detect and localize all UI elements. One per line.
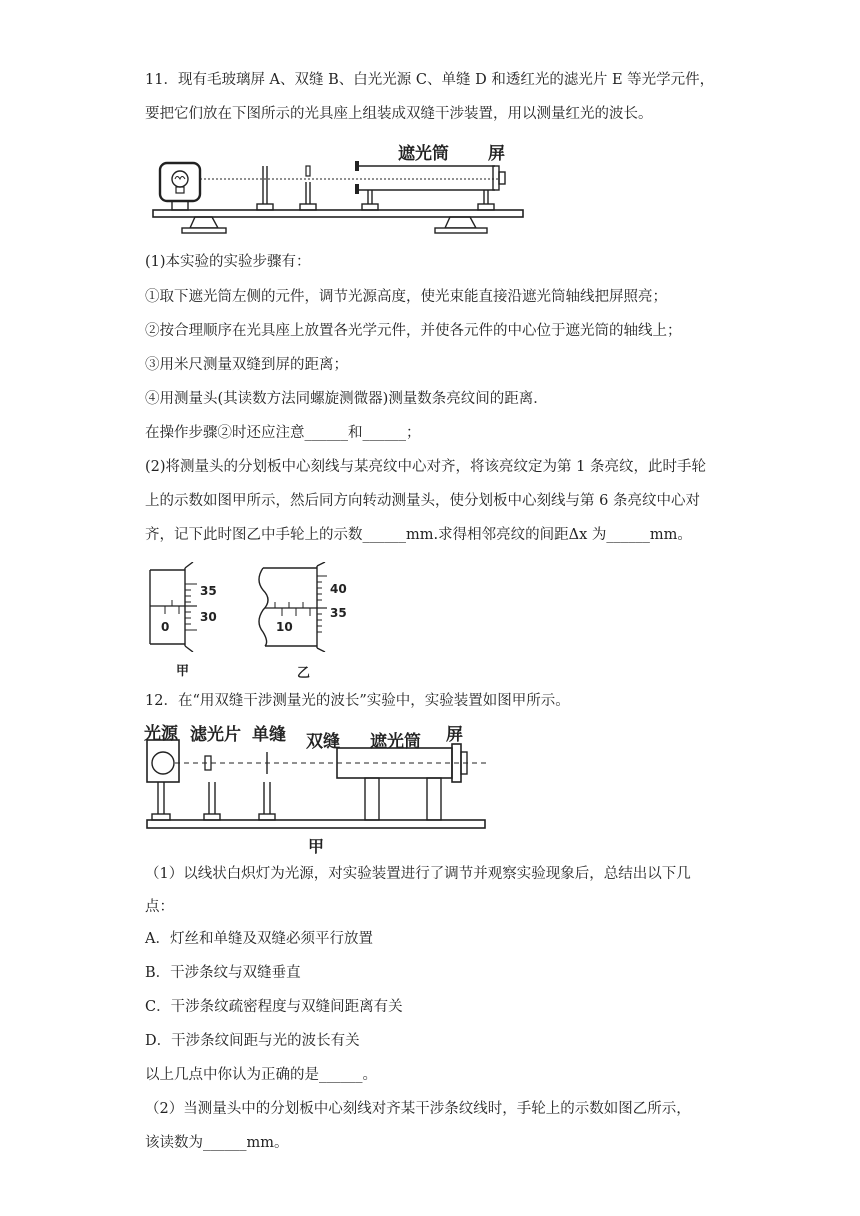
q12-option-a: A．灯丝和单缝及双缝必须平行放置 (145, 931, 373, 947)
jia-label-30: 30 (200, 610, 217, 624)
label-filter: 滤光片 (190, 725, 241, 745)
jia-label-0: 0 (161, 620, 170, 634)
q12-part1-line-2: 点： (145, 899, 174, 915)
q12-title: 12．在“用双缝干涉测量光的波长”实验中，实验装置如图甲所示。 (145, 693, 570, 709)
jia-label-35: 35 (200, 584, 217, 598)
optical-bench-figure (150, 136, 530, 236)
q11-part2-line-1: (2)将测量头的分划板中心刻线与某亮纹中心对齐，将该亮纹定为第 1 条亮纹，此时手轮 (145, 459, 706, 475)
jia-caption: 甲 (176, 664, 190, 679)
q12-answer-blank: 以上几点中你认为正确的是______。 (145, 1067, 377, 1083)
q11-step-3: ③用米尺测量双缝到屏的距离； (145, 357, 348, 373)
q11-step-4: ④用测量头(其读数方法同螺旋测微器)测量数条亮纹间的距离． (145, 391, 548, 407)
q11-line-1: 11．现有毛玻璃屏 A、双缝 B、白光光源 C、单缝 D 和透红光的滤光片 E 等光学元件， (145, 72, 715, 88)
apparatus-caption: 甲 (308, 837, 325, 856)
q11-fill-blank: 在操作步骤②时还应注意______和______； (145, 425, 421, 441)
q11-step-1: ①取下遮光筒左侧的元件，调节光源高度，使光束能直接沿遮光筒轴线把屏照亮； (145, 289, 667, 305)
yi-label-10: 10 (276, 620, 293, 634)
q12-option-d: D．干涉条纹间距与光的波长有关 (145, 1033, 360, 1049)
yi-label-40: 40 (330, 582, 347, 596)
q11-part2-line-2: 上的示数如图甲所示，然后同方向转动测量头，使分划板中心刻线与第 6 条亮纹中心对 (145, 493, 700, 509)
q12-part2-line-2: 该读数为______mm。 (145, 1135, 289, 1151)
micrometer-jia-figure (145, 562, 230, 652)
double-slit-apparatus-figure (145, 738, 495, 833)
q12-option-c: C．干涉条纹疏密程度与双缝间距离有关 (145, 999, 403, 1015)
yi-caption: 乙 (297, 666, 311, 681)
label-light-tube: 遮光筒 (398, 144, 449, 164)
q11-step-2: ②按合理顺序在光具座上放置各光学元件，并使各元件的中心位于遮光筒的轴线上； (145, 323, 682, 339)
label-screen: 屏 (488, 144, 505, 164)
label-light-tube-2: 遮光筒 (370, 732, 421, 752)
q12-part1-line-1: （1）以线状白炽灯为光源，对实验装置进行了调节并观察实验现象后，总结出以下几 (145, 866, 691, 882)
label-screen-2: 屏 (446, 725, 463, 745)
q11-part1-heading: (1)本实验的实验步骤有： (145, 254, 311, 270)
q11-part2-line-3: 齐，记下此时图乙中手轮上的示数______mm.求得相邻亮纹的间距Δx 为______mm。 (145, 527, 692, 543)
q12-option-b: B．干涉条纹与双缝垂直 (145, 965, 301, 981)
label-light-source: 光源 (144, 724, 178, 744)
label-single-slit: 单缝 (252, 725, 286, 745)
q12-part2-line-1: （2）当测量头中的分划板中心刻线对齐某干涉条纹线时，手轮上的示数如图乙所示， (145, 1101, 691, 1117)
q11-line-2: 要把它们放在下图所示的光具座上组装成双缝干涉装置，用以测量红光的波长。 (145, 106, 653, 122)
yi-label-35: 35 (330, 606, 347, 620)
label-double-slit: 双缝 (306, 732, 340, 752)
